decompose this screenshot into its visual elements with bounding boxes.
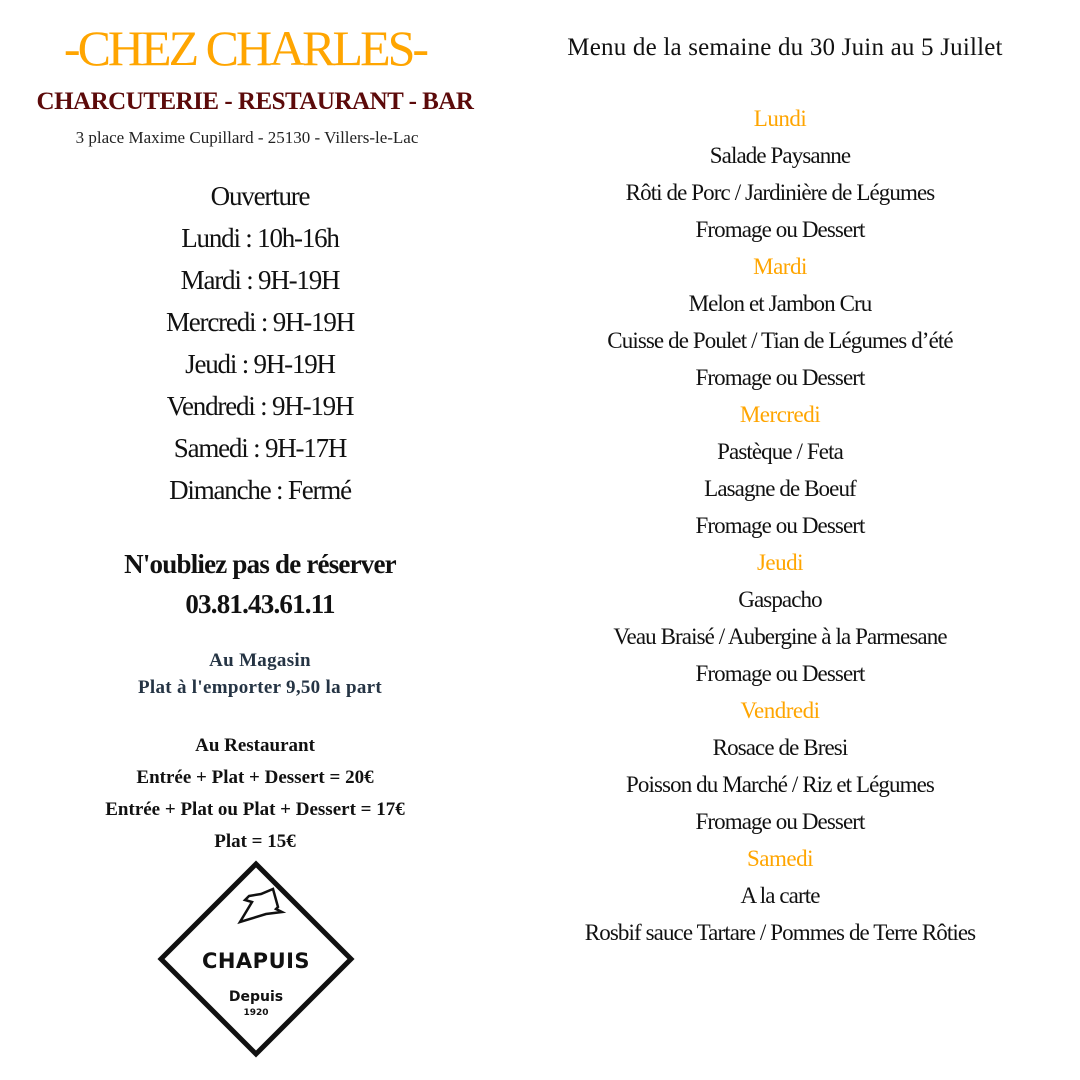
- reservation-block: [0, 544, 520, 624]
- dish-note: A la carte: [740, 883, 820, 908]
- logo-since: Depuis: [228, 989, 284, 1005]
- hours-friday: Vendredi : 9H-19H: [166, 391, 354, 421]
- dish-starter: Gaspacho: [738, 587, 822, 612]
- mountain-icon: [240, 889, 282, 922]
- day-name: Vendredi: [740, 698, 820, 723]
- price-full-menu: Entrée + Plat + Dessert = 20€: [136, 767, 374, 788]
- dish-dessert: Fromage ou Dessert: [695, 365, 865, 390]
- day-name: Mercredi: [739, 402, 821, 427]
- restaurant-tagline: CHARCUTERIE - RESTAURANT - BAR: [36, 88, 474, 115]
- dish-main: Veau Braisé / Aubergine à la Parmesane: [613, 624, 947, 649]
- phone-number: 03.81.43.61.11: [185, 589, 335, 619]
- menu-title: Menu de la semaine du 30 Juin au 5 Juillet: [567, 34, 1003, 61]
- dish-starter: Melon et Jambon Cru: [688, 291, 872, 316]
- shop-heading: Au Magasin: [209, 650, 311, 671]
- takeaway-offer: Plat à l'emporter 9,50 la part: [138, 677, 382, 698]
- day-name: Samedi: [747, 846, 813, 871]
- restaurant-heading: Au Restaurant: [195, 735, 315, 756]
- menu-day-monday: [520, 100, 1040, 248]
- weekly-menu: [520, 100, 1040, 951]
- reservation-reminder: N'oubliez pas de réserver: [124, 549, 396, 579]
- restaurant-name: -CHEZ CHARLES-: [63, 20, 427, 76]
- opening-hours: [0, 175, 520, 511]
- opening-hours-heading: Ouverture: [210, 181, 310, 211]
- dish-main: Poisson du Marché / Riz et Légumes: [626, 772, 934, 797]
- dish-dessert: Fromage ou Dessert: [695, 809, 865, 834]
- shop-block: [0, 647, 520, 701]
- hours-thursday: Jeudi : 9H-19H: [185, 349, 335, 379]
- hours-wednesday: Mercredi : 9H-19H: [165, 307, 355, 337]
- day-name: Mardi: [753, 254, 807, 279]
- price-main-only: Plat = 15€: [214, 831, 296, 852]
- dish-main: Lasagne de Boeuf: [704, 476, 856, 501]
- dish-main: Rosbif sauce Tartare / Pommes de Terre Rôties: [584, 920, 976, 945]
- price-two-course: Entrée + Plat ou Plat + Dessert = 17€: [105, 799, 405, 820]
- menu-day-wednesday: [520, 396, 1040, 544]
- restaurant-prices: [0, 730, 510, 858]
- dish-dessert: Fromage ou Dessert: [695, 513, 865, 538]
- restaurant-address: 3 place Maxime Cupillard - 25130 - Villers-le-Lac: [75, 128, 419, 147]
- day-name: Lundi: [753, 106, 807, 131]
- dish-dessert: Fromage ou Dessert: [695, 661, 865, 686]
- menu-day-friday: [520, 692, 1040, 840]
- logo-year: 1920: [243, 1008, 269, 1018]
- menu-day-saturday: [520, 840, 1040, 951]
- dish-starter: Salade Paysanne: [709, 143, 851, 168]
- logo-brand-name: CHAPUIS: [201, 949, 311, 973]
- menu-day-thursday: [520, 544, 1040, 692]
- dish-starter: Pastèque / Feta: [717, 439, 843, 464]
- dish-dessert: Fromage ou Dessert: [695, 217, 865, 242]
- info-column: [0, 0, 510, 1080]
- dish-main: Cuisse de Poulet / Tian de Légumes d’été: [607, 328, 953, 353]
- hours-monday: Lundi : 10h-16h: [181, 223, 339, 253]
- hours-saturday: Samedi : 9H-17H: [173, 433, 347, 463]
- hours-tuesday: Mardi : 9H-19H: [180, 265, 340, 295]
- menu-day-tuesday: [520, 248, 1040, 396]
- dish-main: Rôti de Porc / Jardinière de Légumes: [625, 180, 935, 205]
- hours-sunday: Dimanche : Fermé: [169, 475, 351, 505]
- day-name: Jeudi: [756, 550, 804, 575]
- menu-column: [520, 0, 1040, 1080]
- chapuis-logo: [157, 860, 355, 1058]
- dish-starter: Rosace de Bresi: [712, 735, 848, 760]
